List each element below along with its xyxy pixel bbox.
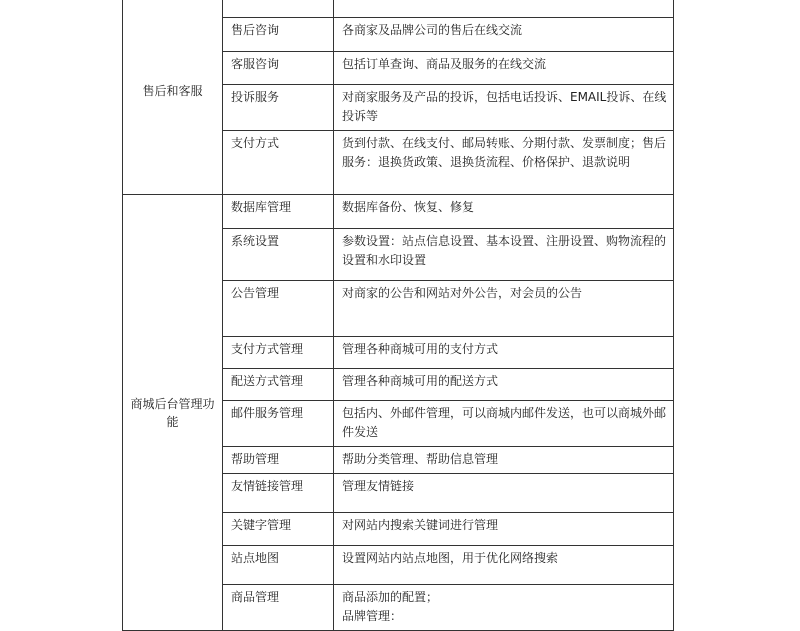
item-cell: 数据库管理	[223, 195, 334, 229]
item-cell: 商品管理	[223, 585, 334, 631]
table-row	[123, 0, 674, 18]
item-cell: 邮件服务管理	[223, 401, 334, 447]
description-cell: 数据库备份、恢复、修复	[334, 195, 674, 229]
description-cell: 对网站内搜索关键词进行管理	[334, 513, 674, 546]
item-cell: 投诉服务	[223, 85, 334, 131]
item-cell: 系统设置	[223, 229, 334, 281]
item-cell: 售后咨询	[223, 18, 334, 52]
item-cell: 公告管理	[223, 281, 334, 337]
table-row	[123, 195, 674, 229]
item-cell: 支付方式管理	[223, 337, 334, 369]
description-cell: 设置网站内站点地图，用于优化网络搜索	[334, 546, 674, 585]
item-cell: 帮助管理	[223, 447, 334, 474]
description-cell: 对商家的公告和网站对外公告，对会员的公告	[334, 281, 674, 337]
feature-table	[122, 0, 674, 631]
description-cell: 包括内、外邮件管理，可以商城内邮件发送，也可以商城外邮件发送	[334, 401, 674, 447]
description-cell: 管理友情链接	[334, 474, 674, 513]
item-cell: 关键字管理	[223, 513, 334, 546]
description-cell: 管理各种商城可用的配送方式	[334, 369, 674, 401]
item-cell	[223, 0, 334, 18]
description-cell: 包括订单查询、商品及服务的在线交流	[334, 52, 674, 85]
description-cell: 帮助分类管理、帮助信息管理	[334, 447, 674, 474]
item-cell: 友情链接管理	[223, 474, 334, 513]
feature-table-body	[123, 0, 674, 631]
description-cell: 管理各种商城可用的支付方式	[334, 337, 674, 369]
category-cell: 售后和客服	[123, 0, 223, 195]
item-cell: 客服咨询	[223, 52, 334, 85]
category-cell: 商城后台管理功能	[123, 195, 223, 631]
item-cell: 支付方式	[223, 131, 334, 195]
description-cell: 参数设置：站点信息设置、基本设置、注册设置、购物流程的设置和水印设置	[334, 229, 674, 281]
description-cell: 商品添加的配置； 品牌管理：	[334, 585, 674, 631]
description-cell: 对商家服务及产品的投诉，包括电话投诉、EMAIL投诉、在线投诉等	[334, 85, 674, 131]
description-cell: 各商家及品牌公司的售后在线交流	[334, 18, 674, 52]
description-cell	[334, 0, 674, 18]
item-cell: 配送方式管理	[223, 369, 334, 401]
description-cell: 货到付款、在线支付、邮局转账、分期付款、发票制度；售后服务：退换货政策、退换货流程、价格保护、退款说明	[334, 131, 674, 195]
item-cell: 站点地图	[223, 546, 334, 585]
